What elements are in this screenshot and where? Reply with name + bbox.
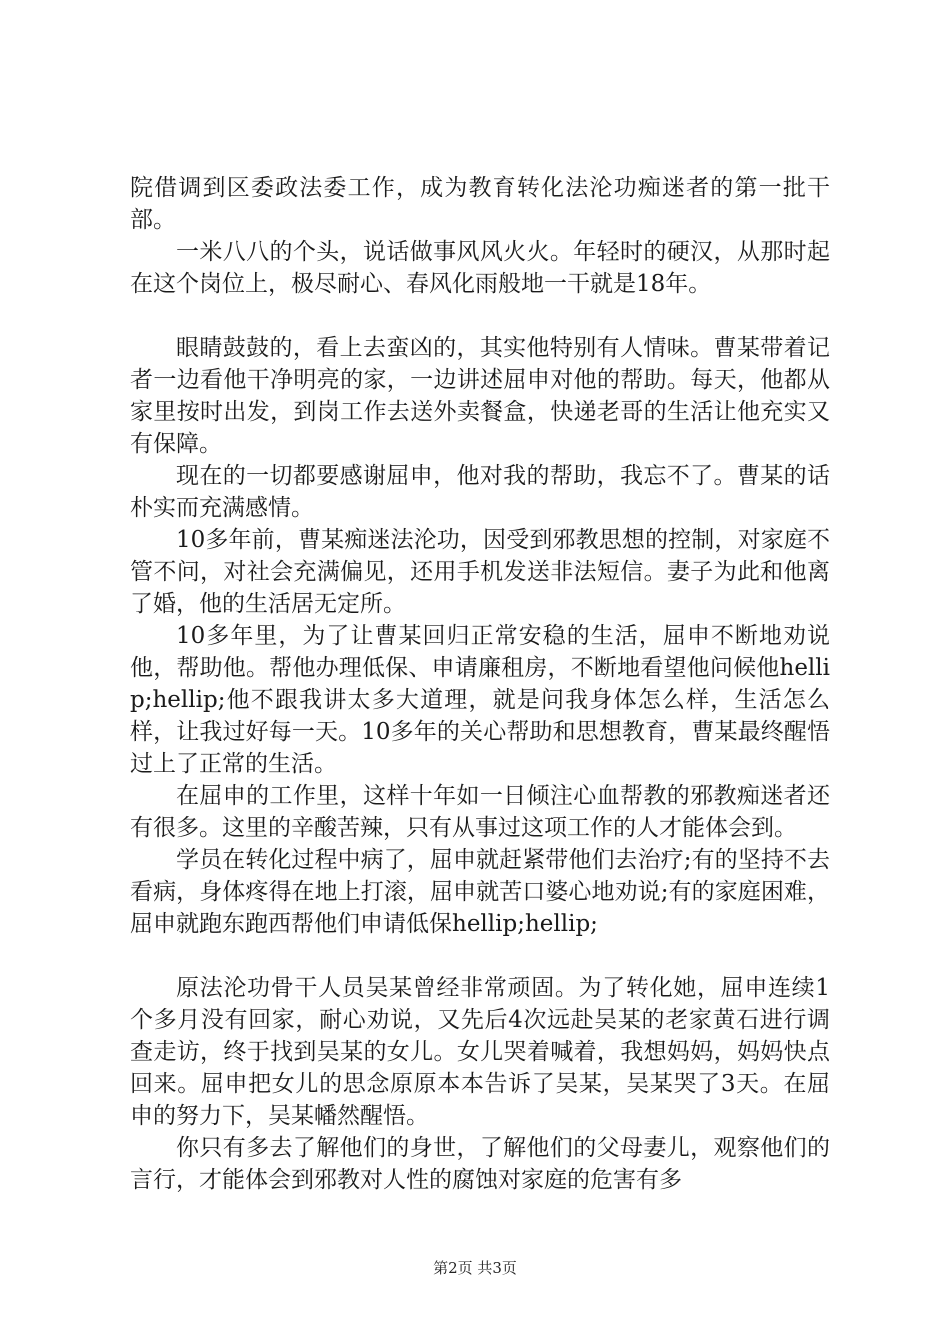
paragraph: 现在的一切都要感谢屈申，他对我的帮助，我忘不了。曹某的话朴实而充满感情。: [130, 463, 830, 521]
paragraph: 在屈申的工作里，这样十年如一日倾注心血帮教的邪教痴迷者还有很多。这里的辛酸苦辣，只有从事过这项工作的人才能体会到。: [130, 783, 830, 841]
paragraph: 原法沦功骨干人员吴某曾经非常顽固。为了转化她，屈申连续1个多月没有回家，耐心劝说，又先后4次远赴吴某的老家黄石进行调查走访，终于找到吴某的女儿。女儿哭着喊着，我想妈妈，妈妈快点回来。屈申把女儿的思念原原本本告诉了吴某，吴某哭了3天。在屈申的努力下，吴某幡然醒悟。: [130, 975, 830, 1129]
paragraph: 一米八八的个头，说话做事风风火火。年轻时的硬汉，从那时起在这个岗位上，极尽耐心、春风化雨般地一干就是18年。: [130, 239, 830, 297]
paragraph: 10多年里，为了让曹某回归正常安稳的生活，屈申不断地劝说他，帮助他。帮他办理低保、申请廉租房，不断地看望他问候他hellip;hellip;他不跟我讲太多大道理，就是问我身体怎么样，生活怎么样，让我过好每一天。10多年的关心帮助和思想教育，曹某最终醒悟过上了正常的生活。: [130, 623, 830, 777]
document-body: [130, 172, 830, 1196]
paragraph-continued: 院借调到区委政法委工作，成为教育转化法沦功痴迷者的第一批干部。: [130, 175, 830, 233]
paragraph: 眼睛鼓鼓的，看上去蛮凶的，其实他特别有人情味。曹某带着记者一边看他干净明亮的家，一边讲述屈申对他的帮助。每天，他都从家里按时出发，到岗工作去送外卖餐盒，快递老哥的生活让他充实又有保障。: [130, 335, 830, 457]
paragraph: 你只有多去了解他们的身世，了解他们的父母妻儿，观察他们的言行，才能体会到邪教对人性的腐蚀对家庭的危害有多: [130, 1135, 830, 1193]
page-number-footer: 第2页 共3页: [433, 1259, 517, 1277]
paragraph: 学员在转化过程中病了，屈申就赶紧带他们去治疗;有的坚持不去看病，身体疼得在地上打滚，屈申就苦口婆心地劝说;有的家庭困难，屈申就跑东跑西帮他们申请低保hellip;hellip;: [130, 847, 830, 937]
paragraph: 10多年前，曹某痴迷法沦功，因受到邪教思想的控制，对家庭不管不问，对社会充满偏见，还用手机发送非法短信。妻子为此和他离了婚，他的生活居无定所。: [130, 527, 830, 617]
